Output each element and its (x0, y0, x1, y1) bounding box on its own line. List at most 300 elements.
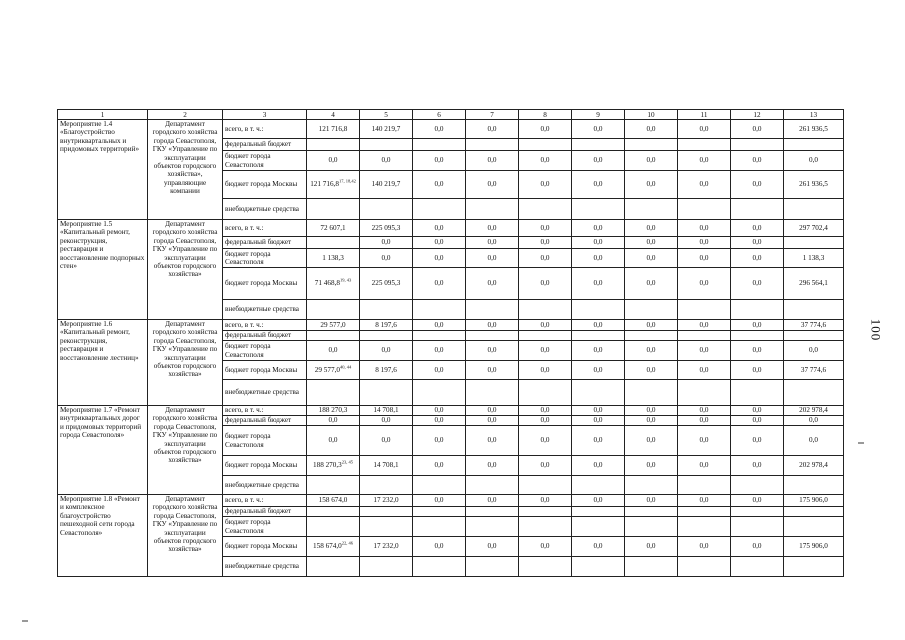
value-cell-col10 (625, 476, 678, 495)
value-cell-col10: 0,0 (625, 237, 678, 249)
value-cell-col11: 0,0 (678, 237, 731, 249)
value-cell-col12 (731, 507, 784, 517)
col-header: 12 (731, 110, 784, 120)
value-cell-col6 (413, 517, 466, 537)
value-cell-col12 (731, 331, 784, 341)
value-cell-col9 (572, 507, 625, 517)
value-cell-col13 (784, 199, 844, 220)
value-cell-col4 (307, 220, 360, 237)
value-cell-col7 (466, 380, 519, 406)
value-cell-col4 (307, 268, 360, 300)
value-cell-col8: 0,0 (519, 426, 572, 456)
funding-source-cell: федеральный бюджет (223, 331, 307, 341)
value-text: 1 138,3 (322, 253, 344, 262)
value-text: 188 270,3 (313, 461, 342, 470)
value-cell-col8 (519, 300, 572, 320)
value-cell-col4 (307, 341, 360, 361)
funding-source-cell: бюджет города Москвы (223, 268, 307, 300)
value-cell-col11: 0,0 (678, 249, 731, 268)
value-cell-col6 (413, 199, 466, 220)
value-cell-col4 (307, 557, 360, 577)
value-cell-col7 (466, 557, 519, 577)
value-cell-col12: 0,0 (731, 361, 784, 380)
col-header: 7 (466, 110, 519, 120)
value-cell-col7 (466, 476, 519, 495)
value-cell-col7: 0,0 (466, 249, 519, 268)
value-cell-col4 (307, 331, 360, 341)
value-cell-col4 (307, 120, 360, 139)
value-cell-col10 (625, 331, 678, 341)
value-cell-col6: 0,0 (413, 537, 466, 557)
funding-source-cell: всего, в т. ч.: (223, 495, 307, 507)
value-cell-col9: 0,0 (572, 341, 625, 361)
funding-source-cell: всего, в т. ч.: (223, 320, 307, 331)
value-cell-col5: 0,0 (360, 341, 413, 361)
value-cell-col13: 0,0 (784, 151, 844, 171)
value-cell-col5 (360, 199, 413, 220)
value-cell-col4 (307, 151, 360, 171)
value-cell-col4 (307, 300, 360, 320)
value-cell-col6: 0,0 (413, 171, 466, 199)
value-cell-col9 (572, 557, 625, 577)
value-cell-col8: 0,0 (519, 456, 572, 476)
value-cell-col11: 0,0 (678, 495, 731, 507)
value-cell-col11: 0,0 (678, 426, 731, 456)
value-cell-col5: 8 197,6 (360, 320, 413, 331)
value-cell-col6: 0,0 (413, 426, 466, 456)
value-cell-col10 (625, 507, 678, 517)
funding-source-cell: внебюджетные средства (223, 300, 307, 320)
value-cell-col11 (678, 331, 731, 341)
value-cell-col7: 0,0 (466, 220, 519, 237)
value-cell-col9: 0,0 (572, 495, 625, 507)
scan-mark (22, 620, 28, 622)
value-cell-col12 (731, 139, 784, 151)
value-cell-col12 (731, 199, 784, 220)
funding-source-cell: федеральный бюджет (223, 237, 307, 249)
value-cell-col11: 0,0 (678, 268, 731, 300)
funding-source-cell: бюджет города Москвы (223, 537, 307, 557)
value-cell-col9 (572, 517, 625, 537)
funding-source-cell: федеральный бюджет (223, 416, 307, 426)
funding-source-cell: бюджет города Севастополя (223, 341, 307, 361)
value-text: 72 607,1 (320, 223, 346, 232)
value-cell-col4 (307, 416, 360, 426)
value-cell-col7: 0,0 (466, 320, 519, 331)
footnote-ref: 40, 44 (339, 364, 352, 370)
value-cell-col5: 140 219,7 (360, 120, 413, 139)
value-cell-col12: 0,0 (731, 171, 784, 199)
value-cell-col4 (307, 380, 360, 406)
funding-source-cell: бюджет города Москвы (223, 171, 307, 199)
value-cell-col8: 0,0 (519, 495, 572, 507)
value-cell-col4 (307, 320, 360, 331)
value-cell-col13 (784, 139, 844, 151)
value-cell-col13: 1 138,3 (784, 249, 844, 268)
value-cell-col12: 0,0 (731, 151, 784, 171)
table-row (58, 495, 844, 507)
funding-source-cell: внебюджетные средства (223, 476, 307, 495)
value-cell-col7: 0,0 (466, 537, 519, 557)
value-cell-col13 (784, 380, 844, 406)
footnote-ref: 19, 43 (339, 277, 352, 283)
value-cell-col6: 0,0 (413, 268, 466, 300)
value-cell-col10: 0,0 (625, 361, 678, 380)
value-cell-col13: 261 936,5 (784, 171, 844, 199)
activity-cell: Мероприятие 1.7 «Ремонт внутриквартальных дорог и придомовых территорий города Севастополя» (58, 406, 148, 495)
value-cell-col8: 0,0 (519, 416, 572, 426)
value-cell-col10: 0,0 (625, 341, 678, 361)
value-cell-col9: 0,0 (572, 537, 625, 557)
value-cell-col12: 0,0 (731, 220, 784, 237)
value-cell-col9 (572, 139, 625, 151)
value-cell-col13: 0,0 (784, 341, 844, 361)
value-cell-col13 (784, 331, 844, 341)
value-cell-col11: 0,0 (678, 220, 731, 237)
value-cell-col8 (519, 380, 572, 406)
department-cell: Департамент городского хозяйства города Севастополя, ГКУ «Управление по эксплуатации объектов городского хозяйства» (148, 495, 223, 577)
value-cell-col4 (307, 537, 360, 557)
value-cell-col7: 0,0 (466, 237, 519, 249)
value-cell-col10: 0,0 (625, 320, 678, 331)
value-cell-col10: 0,0 (625, 151, 678, 171)
value-cell-col5 (360, 476, 413, 495)
value-cell-col6: 0,0 (413, 361, 466, 380)
value-cell-col9: 0,0 (572, 171, 625, 199)
value-cell-col9: 0,0 (572, 426, 625, 456)
value-cell-col5: 0,0 (360, 249, 413, 268)
col-header: 10 (625, 110, 678, 120)
value-cell-col12: 0,0 (731, 341, 784, 361)
value-cell-col7: 0,0 (466, 495, 519, 507)
table-row (58, 220, 844, 237)
value-cell-col5: 8 197,6 (360, 361, 413, 380)
value-cell-col4 (307, 476, 360, 495)
value-cell-col6 (413, 300, 466, 320)
value-cell-col12: 0,0 (731, 537, 784, 557)
value-cell-col8 (519, 557, 572, 577)
value-cell-col4 (307, 507, 360, 517)
funding-source-cell: внебюджетные средства (223, 557, 307, 577)
value-cell-col9: 0,0 (572, 237, 625, 249)
funding-source-cell: внебюджетные средства (223, 199, 307, 220)
value-cell-col6: 0,0 (413, 120, 466, 139)
value-cell-col5: 0,0 (360, 237, 413, 249)
page-number: 100 (868, 318, 884, 342)
value-cell-col13: 297 702,4 (784, 220, 844, 237)
value-cell-col6 (413, 476, 466, 495)
value-cell-col10: 0,0 (625, 416, 678, 426)
value-cell-col4 (307, 517, 360, 537)
value-cell-col7: 0,0 (466, 361, 519, 380)
value-cell-col4 (307, 199, 360, 220)
funding-source-cell: бюджет города Севастополя (223, 517, 307, 537)
value-cell-col4 (307, 406, 360, 416)
value-cell-col13: 261 936,5 (784, 120, 844, 139)
value-cell-col10: 0,0 (625, 537, 678, 557)
value-cell-col12: 0,0 (731, 456, 784, 476)
value-cell-col11: 0,0 (678, 537, 731, 557)
value-cell-col7: 0,0 (466, 426, 519, 456)
footnote-ref: 17, 18,42 (338, 178, 356, 184)
funding-source-cell: бюджет города Севастополя (223, 249, 307, 268)
value-cell-col13: 175 906,0 (784, 537, 844, 557)
value-cell-col7 (466, 331, 519, 341)
value-cell-col9 (572, 380, 625, 406)
value-cell-col11: 0,0 (678, 120, 731, 139)
scan-mark (858, 442, 864, 444)
table-row (58, 320, 844, 331)
value-cell-col9: 0,0 (572, 361, 625, 380)
value-cell-col11: 0,0 (678, 320, 731, 331)
value-cell-col13 (784, 517, 844, 537)
value-cell-col11 (678, 517, 731, 537)
value-cell-col10: 0,0 (625, 456, 678, 476)
value-text: 0,0 (328, 436, 338, 445)
table-row (58, 406, 844, 416)
funding-source-cell: всего, в т. ч.: (223, 406, 307, 416)
value-cell-col5: 14 708,1 (360, 406, 413, 416)
col-header: 2 (148, 110, 223, 120)
value-cell-col13 (784, 507, 844, 517)
value-cell-col12: 0,0 (731, 495, 784, 507)
value-cell-col4 (307, 237, 360, 249)
value-cell-col10 (625, 557, 678, 577)
value-cell-col4 (307, 426, 360, 456)
department-cell: Департамент городского хозяйства города Севастополя, ГКУ «Управление по эксплуатации объектов городского хозяйства» (148, 220, 223, 320)
value-text: 121 716,8 (310, 180, 339, 189)
activity-cell: Мероприятие 1.8 «Ремонт и комплексное благоустройство пешеходной сети города Севастополя» (58, 495, 148, 577)
value-cell-col13: 202 978,4 (784, 456, 844, 476)
value-cell-col9 (572, 331, 625, 341)
funding-source-cell: всего, в т. ч.: (223, 120, 307, 139)
value-cell-col13 (784, 237, 844, 249)
value-cell-col4 (307, 361, 360, 380)
department-cell: Департамент городского хозяйства города Севастополя, ГКУ «Управление по эксплуатации объектов городского хозяйства», управляющие компании (148, 120, 223, 220)
col-header: 11 (678, 110, 731, 120)
value-cell-col11: 0,0 (678, 151, 731, 171)
col-header: 4 (307, 110, 360, 120)
value-cell-col13 (784, 557, 844, 577)
value-cell-col8: 0,0 (519, 151, 572, 171)
value-cell-col7: 0,0 (466, 268, 519, 300)
value-cell-col13 (784, 300, 844, 320)
value-cell-col12 (731, 476, 784, 495)
value-text: 121 716,8 (318, 124, 348, 133)
value-cell-col7 (466, 300, 519, 320)
value-text: 0,0 (328, 156, 338, 165)
value-cell-col9: 0,0 (572, 220, 625, 237)
value-cell-col12: 0,0 (731, 120, 784, 139)
value-cell-col9 (572, 300, 625, 320)
value-cell-col8 (519, 139, 572, 151)
value-cell-col11 (678, 476, 731, 495)
value-cell-col9: 0,0 (572, 249, 625, 268)
value-cell-col8 (519, 331, 572, 341)
col-header: 6 (413, 110, 466, 120)
value-text: 71 468,8 (314, 279, 340, 288)
value-cell-col9: 0,0 (572, 416, 625, 426)
funding-source-cell: внебюджетные средства (223, 380, 307, 406)
value-cell-col10: 0,0 (625, 426, 678, 456)
value-cell-col11 (678, 507, 731, 517)
value-cell-col12 (731, 557, 784, 577)
value-cell-col9: 0,0 (572, 151, 625, 171)
col-header: 3 (223, 110, 307, 120)
value-cell-col7 (466, 139, 519, 151)
funding-source-cell: федеральный бюджет (223, 507, 307, 517)
value-cell-col7 (466, 507, 519, 517)
funding-source-cell: всего, в т. ч.: (223, 220, 307, 237)
value-cell-col9: 0,0 (572, 406, 625, 416)
value-cell-col13: 296 564,1 (784, 268, 844, 300)
value-cell-col8: 0,0 (519, 341, 572, 361)
value-cell-col12 (731, 380, 784, 406)
col-header: 8 (519, 110, 572, 120)
value-cell-col5: 225 095,3 (360, 220, 413, 237)
value-cell-col8: 0,0 (519, 406, 572, 416)
value-cell-col6: 0,0 (413, 249, 466, 268)
activity-cell: Мероприятие 1.4 «Благоустройство внутриквартальных и придомовых территорий» (58, 120, 148, 220)
value-cell-col12 (731, 517, 784, 537)
value-cell-col9 (572, 476, 625, 495)
value-cell-col6 (413, 139, 466, 151)
value-text: 0,0 (328, 346, 338, 355)
funding-source-cell: федеральный бюджет (223, 139, 307, 151)
footnote-ref: 22, 46 (341, 540, 353, 546)
value-text: 188 270,3 (318, 406, 348, 415)
value-cell-col5 (360, 380, 413, 406)
value-cell-col5 (360, 139, 413, 151)
value-cell-col13: 202 978,4 (784, 406, 844, 416)
value-cell-col6: 0,0 (413, 456, 466, 476)
value-cell-col5 (360, 507, 413, 517)
value-cell-col6: 0,0 (413, 237, 466, 249)
value-cell-col7 (466, 199, 519, 220)
value-cell-col5: 0,0 (360, 426, 413, 456)
value-cell-col8: 0,0 (519, 237, 572, 249)
value-cell-col13 (784, 476, 844, 495)
budget-table (57, 109, 844, 577)
value-cell-col11: 0,0 (678, 171, 731, 199)
col-header: 1 (58, 110, 148, 120)
value-cell-col8: 0,0 (519, 537, 572, 557)
value-cell-col12: 0,0 (731, 416, 784, 426)
funding-source-cell: бюджет города Севастополя (223, 151, 307, 171)
value-cell-col7: 0,0 (466, 416, 519, 426)
value-cell-col4 (307, 495, 360, 507)
value-cell-col4 (307, 139, 360, 151)
table-row (58, 120, 844, 139)
value-cell-col4 (307, 249, 360, 268)
value-cell-col8 (519, 476, 572, 495)
value-cell-col7: 0,0 (466, 456, 519, 476)
value-cell-col12: 0,0 (731, 426, 784, 456)
footnote-ref: 23, 45 (341, 459, 353, 465)
value-cell-col6 (413, 331, 466, 341)
value-cell-col5: 17 232,0 (360, 495, 413, 507)
activity-cell: Мероприятие 1.5 «Капитальный ремонт, реконструкция, реставрация и восстановление подпорных стен» (58, 220, 148, 320)
value-cell-col8: 0,0 (519, 220, 572, 237)
value-text: 29 577,0 (320, 320, 346, 329)
value-cell-col10: 0,0 (625, 406, 678, 416)
value-cell-col10 (625, 199, 678, 220)
value-cell-col9: 0,0 (572, 320, 625, 331)
value-cell-col6 (413, 507, 466, 517)
value-cell-col12: 0,0 (731, 406, 784, 416)
value-cell-col6: 0,0 (413, 495, 466, 507)
value-cell-col12: 0,0 (731, 320, 784, 331)
value-cell-col12 (731, 300, 784, 320)
value-cell-col12: 0,0 (731, 237, 784, 249)
value-cell-col5: 14 708,1 (360, 456, 413, 476)
value-cell-col10: 0,0 (625, 171, 678, 199)
value-cell-col10 (625, 380, 678, 406)
col-header: 5 (360, 110, 413, 120)
value-cell-col12: 0,0 (731, 249, 784, 268)
value-cell-col5: 140 219,7 (360, 171, 413, 199)
value-cell-col13: 175 906,0 (784, 495, 844, 507)
value-cell-col8 (519, 517, 572, 537)
activity-cell: Мероприятие 1.6 «Капитальный ремонт, реконструкция, реставрация и восстановление лестниц» (58, 320, 148, 406)
value-cell-col9: 0,0 (572, 120, 625, 139)
value-cell-col5: 225 095,3 (360, 268, 413, 300)
value-cell-col7: 0,0 (466, 406, 519, 416)
value-cell-col11 (678, 557, 731, 577)
value-text: 158 674,0 (313, 542, 342, 551)
value-cell-col6: 0,0 (413, 341, 466, 361)
value-cell-col10 (625, 300, 678, 320)
value-cell-col5 (360, 300, 413, 320)
value-cell-col10: 0,0 (625, 220, 678, 237)
col-header: 9 (572, 110, 625, 120)
col-header: 13 (784, 110, 844, 120)
department-cell: Департамент городского хозяйства города Севастополя, ГКУ «Управление по эксплуатации объектов городского хозяйства» (148, 320, 223, 406)
value-cell-col8: 0,0 (519, 361, 572, 380)
value-cell-col8: 0,0 (519, 171, 572, 199)
value-cell-col11: 0,0 (678, 456, 731, 476)
value-cell-col11 (678, 139, 731, 151)
value-cell-col13: 0,0 (784, 416, 844, 426)
value-cell-col13: 37 774,6 (784, 361, 844, 380)
value-cell-col8: 0,0 (519, 120, 572, 139)
value-cell-col7: 0,0 (466, 120, 519, 139)
value-cell-col7 (466, 517, 519, 537)
value-cell-col6: 0,0 (413, 416, 466, 426)
value-cell-col11: 0,0 (678, 416, 731, 426)
value-text: 29 577,0 (314, 365, 340, 374)
value-cell-col10: 0,0 (625, 268, 678, 300)
value-cell-col12: 0,0 (731, 268, 784, 300)
value-cell-col6 (413, 557, 466, 577)
department-cell: Департамент городского хозяйства города Севастополя, ГКУ «Управление по эксплуатации объектов городского хозяйства» (148, 406, 223, 495)
funding-source-cell: бюджет города Москвы (223, 456, 307, 476)
value-cell-col5: 17 232,0 (360, 537, 413, 557)
value-text: 158 674,0 (318, 496, 348, 505)
value-cell-col11: 0,0 (678, 406, 731, 416)
value-cell-col11 (678, 300, 731, 320)
value-cell-col4 (307, 456, 360, 476)
value-cell-col5: 0,0 (360, 151, 413, 171)
value-cell-col6: 0,0 (413, 320, 466, 331)
value-cell-col13: 37 774,6 (784, 320, 844, 331)
value-cell-col9: 0,0 (572, 268, 625, 300)
value-cell-col5: 0,0 (360, 416, 413, 426)
value-cell-col10: 0,0 (625, 495, 678, 507)
value-cell-col7: 0,0 (466, 151, 519, 171)
value-cell-col10: 0,0 (625, 249, 678, 268)
value-cell-col5 (360, 517, 413, 537)
